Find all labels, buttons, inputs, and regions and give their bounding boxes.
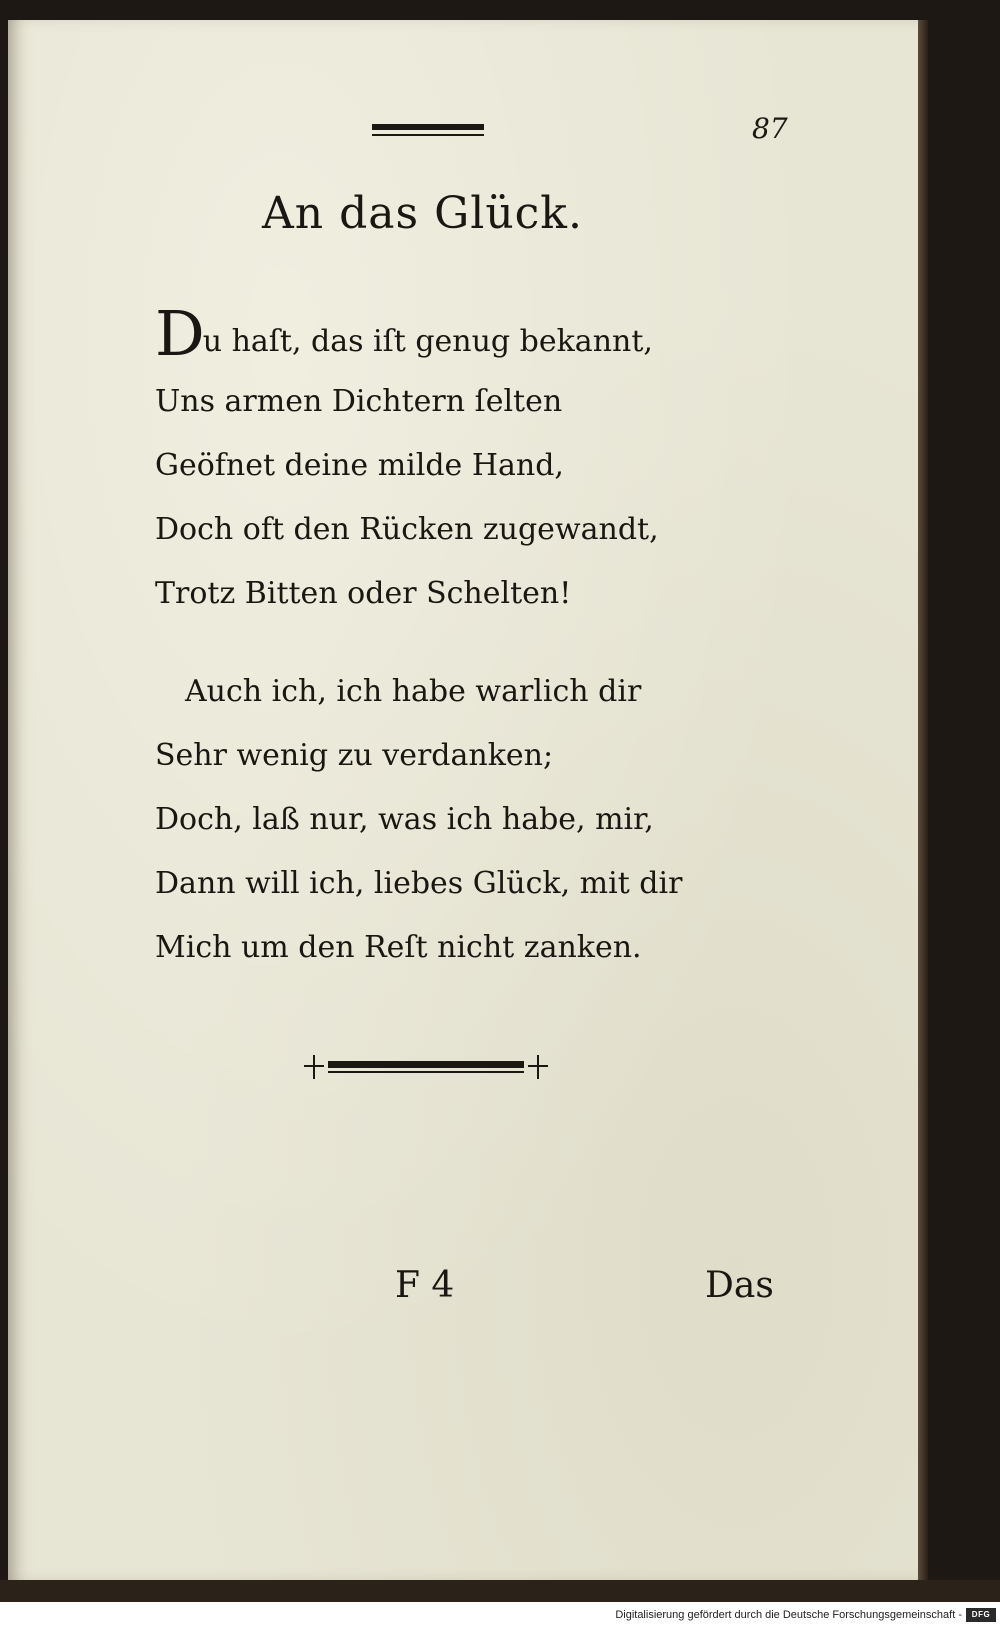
- page-number: 87: [752, 112, 788, 145]
- stanza-2-line-1: Auch ich, ich habe warlich dir: [185, 674, 642, 709]
- scan-bottom-band: [0, 1580, 1000, 1602]
- stanza-1-line-2: Uns armen Dichtern ſelten: [155, 384, 563, 419]
- ornament-bar-thick: [328, 1061, 524, 1068]
- header-rule-thin: [372, 134, 484, 136]
- stanza-1-line-3: Geöfnet deine milde Hand,: [155, 448, 564, 483]
- stanza-1-line-4: Doch oft den Rücken zugewandt,: [155, 512, 659, 547]
- signature-mark: F 4: [395, 1265, 455, 1306]
- stanza-2-line-5: Mich um den Reſt nicht zanken.: [155, 930, 642, 965]
- poem-title: An das Glück.: [262, 188, 583, 239]
- header-rule-thick: [372, 124, 484, 130]
- ornament-cross-left: [302, 1052, 326, 1082]
- stanza-1-line-1-text: u haſt, das iſt genug bekannt,: [202, 324, 653, 359]
- ornament-cross-right: [526, 1052, 550, 1082]
- ornament-bar-thin: [328, 1071, 524, 1073]
- stanza-1-line-1: [155, 297, 715, 370]
- catchword: Das: [705, 1265, 774, 1306]
- stanza-1-line-5: Trotz Bitten oder Schelten!: [155, 576, 572, 611]
- stanza-2-line-2: Sehr wenig zu verdanken;: [155, 738, 554, 773]
- end-ornament: [300, 1052, 552, 1082]
- stanza-1: [155, 297, 715, 626]
- stanza-2-line-4: Dann will ich, liebes Glück, mit dir: [155, 866, 683, 901]
- stanza-2-line-3: Doch, laß nur, was ich habe, mir,: [155, 802, 654, 837]
- dfg-logo: DFG: [966, 1608, 996, 1622]
- page-edge: [918, 20, 928, 1580]
- drop-cap: D: [155, 297, 205, 370]
- stanza-2: [155, 660, 715, 980]
- header-rule: [372, 124, 484, 138]
- digitization-credit: Digitalisierung gefördert durch die Deutsche Forschungsgemeinschaft -: [615, 1609, 962, 1621]
